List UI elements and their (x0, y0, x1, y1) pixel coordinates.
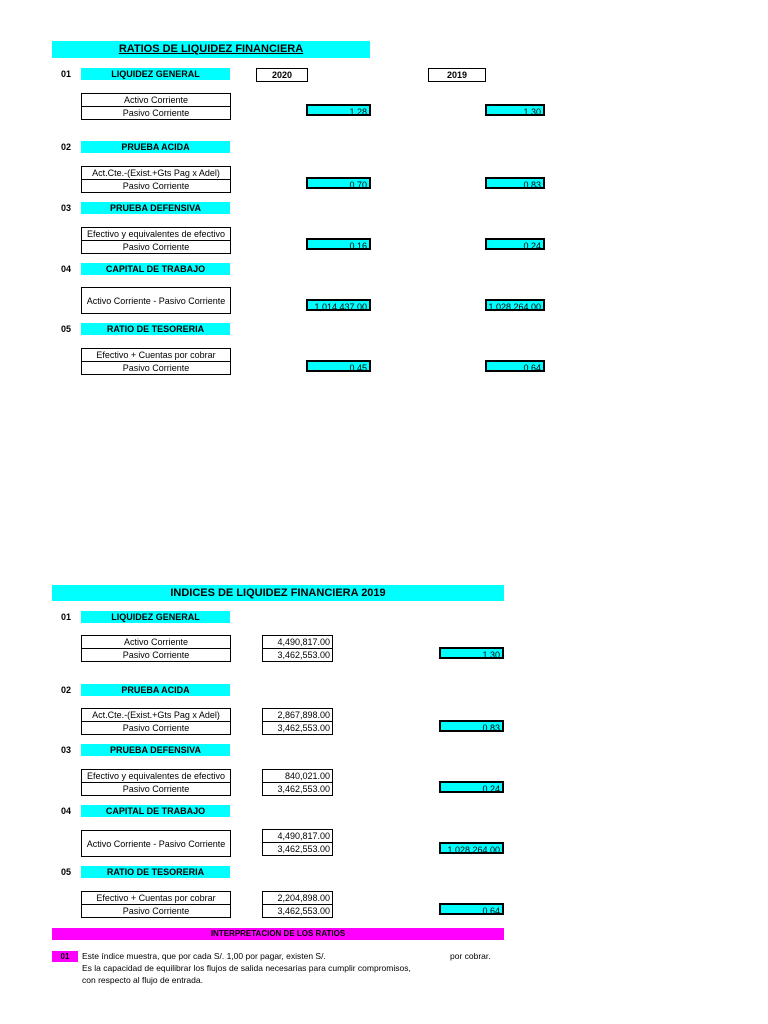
formula-denominator: Pasivo Corriente (122, 108, 190, 118)
result-value: 0.83 (439, 720, 504, 732)
result-value: 1.30 (439, 647, 504, 659)
denominator-value: 3,462,553.00 (277, 844, 330, 854)
result-value: 0.64 (439, 903, 504, 915)
interpretation-line2: Es la capacidad de equilibrar los flujos de salida necesarias para cumplir compromisos, (82, 963, 411, 973)
formula-box (81, 891, 231, 918)
ratio-number: 02 (61, 142, 72, 152)
formula-denominator: Pasivo Corriente (122, 363, 190, 373)
result-2020: 0.16 (306, 238, 371, 250)
formula-numerator: Efectivo + Cuentas por cobrar (82, 892, 230, 905)
ratio-number: 03 (61, 745, 72, 755)
denominator-value: 3,462,553.00 (277, 650, 330, 660)
ratio-name: PRUEBA DEFENSIVA (81, 202, 230, 214)
formula-box (81, 708, 231, 735)
result-2020: 1,014,437.00 (306, 299, 371, 311)
formula-numerator: Act.Cte.-(Exist.+Gts Pag x Adel) (82, 167, 230, 180)
ratio-name: CAPITAL DE TRABAJO (81, 805, 230, 817)
formula-denominator: Pasivo Corriente (122, 784, 190, 794)
formula-numerator: Efectivo y equivalentes de efectivo (82, 770, 230, 783)
ratio-number: 02 (61, 685, 72, 695)
ratio-name: PRUEBA DEFENSIVA (81, 744, 230, 756)
formula-denominator: Pasivo Corriente (122, 650, 190, 660)
section1-title: RATIOS DE LIQUIDEZ FINANCIERA (52, 41, 370, 58)
values-box (262, 891, 333, 918)
denominator-value: 3,462,553.00 (277, 906, 330, 916)
formula-box (81, 93, 231, 120)
result-2019: 0.24 (485, 238, 545, 250)
result-2020: 1.28 (306, 104, 371, 116)
ratio-name: LIQUIDEZ GENERAL (81, 611, 230, 623)
formula-box (81, 166, 231, 193)
formula-numerator: Efectivo y equivalentes de efectivo (82, 228, 230, 241)
formula-box (81, 635, 231, 662)
ratio-number: 05 (61, 324, 72, 334)
denominator-value: 3,462,553.00 (277, 723, 330, 733)
formula-box (81, 830, 231, 857)
formula-expression: Activo Corriente - Pasivo Corriente (86, 295, 226, 306)
formula-denominator: Pasivo Corriente (122, 906, 190, 916)
ratio-name: CAPITAL DE TRABAJO (81, 263, 230, 275)
result-2019: 0.83 (485, 177, 545, 189)
ratio-number: 03 (61, 203, 72, 213)
formula-denominator: Pasivo Corriente (122, 242, 190, 252)
interpretation-line1: Este índice muestra, que por cada S/. 1,00 por pagar, existen S/. (82, 951, 326, 961)
interpretation-line1-end: por cobrar. (450, 951, 491, 961)
numerator-value: 2,867,898.00 (263, 709, 332, 722)
values-box (262, 708, 333, 735)
interpretation-title: INTERPRETACION DE LOS RATIOS (52, 928, 504, 940)
result-value: 0.24 (439, 781, 504, 793)
values-box (262, 635, 333, 662)
formula-denominator: Pasivo Corriente (122, 723, 190, 733)
result-2019: 1,028,264.00 (485, 299, 545, 311)
denominator-value: 3,462,553.00 (277, 784, 330, 794)
numerator-value: 4,490,817.00 (263, 636, 332, 649)
interpretation-number: 01 (52, 951, 78, 962)
ratio-name: RATIO DE TESORERIA (81, 866, 230, 878)
ratio-number: 05 (61, 867, 72, 877)
result-2020: 0.70 (306, 177, 371, 189)
formula-box (81, 227, 231, 254)
formula-numerator: Efectivo + Cuentas por cobrar (82, 349, 230, 362)
numerator-value: 2,204,898.00 (263, 892, 332, 905)
result-value: 1,028,264.00 (439, 842, 504, 854)
ratio-number: 01 (61, 69, 72, 79)
formula-box (81, 348, 231, 375)
ratio-number: 04 (61, 806, 72, 816)
ratio-name: PRUEBA ACIDA (81, 684, 230, 696)
formula-denominator: Pasivo Corriente (122, 181, 190, 191)
ratio-name: RATIO DE TESORERIA (81, 323, 230, 335)
ratio-number: 04 (61, 264, 72, 274)
result-2019: 1.30 (485, 104, 545, 116)
formula-expression: Activo Corriente - Pasivo Corriente (86, 838, 226, 849)
formula-numerator: Activo Corriente (82, 636, 230, 649)
formula-numerator: Activo Corriente (82, 94, 230, 107)
values-box (262, 829, 333, 856)
year-2020-header: 2020 (256, 68, 308, 82)
ratio-name: PRUEBA ACIDA (81, 141, 230, 153)
formula-box (81, 287, 231, 314)
result-2020: 0.45 (306, 360, 371, 372)
formula-box (81, 769, 231, 796)
ratio-number: 01 (61, 612, 72, 622)
section2-title: INDICES DE LIQUIDEZ FINANCIERA 2019 (52, 585, 504, 601)
values-box (262, 769, 333, 796)
year-2019-header: 2019 (428, 68, 486, 82)
result-2019: 0.64 (485, 360, 545, 372)
numerator-value: 4,490,817.00 (263, 830, 332, 843)
numerator-value: 840,021.00 (263, 770, 332, 783)
formula-numerator: Act.Cte.-(Exist.+Gts Pag x Adel) (82, 709, 230, 722)
ratio-name: LIQUIDEZ GENERAL (81, 68, 230, 80)
interpretation-line3: con respecto al flujo de entrada. (82, 975, 203, 985)
